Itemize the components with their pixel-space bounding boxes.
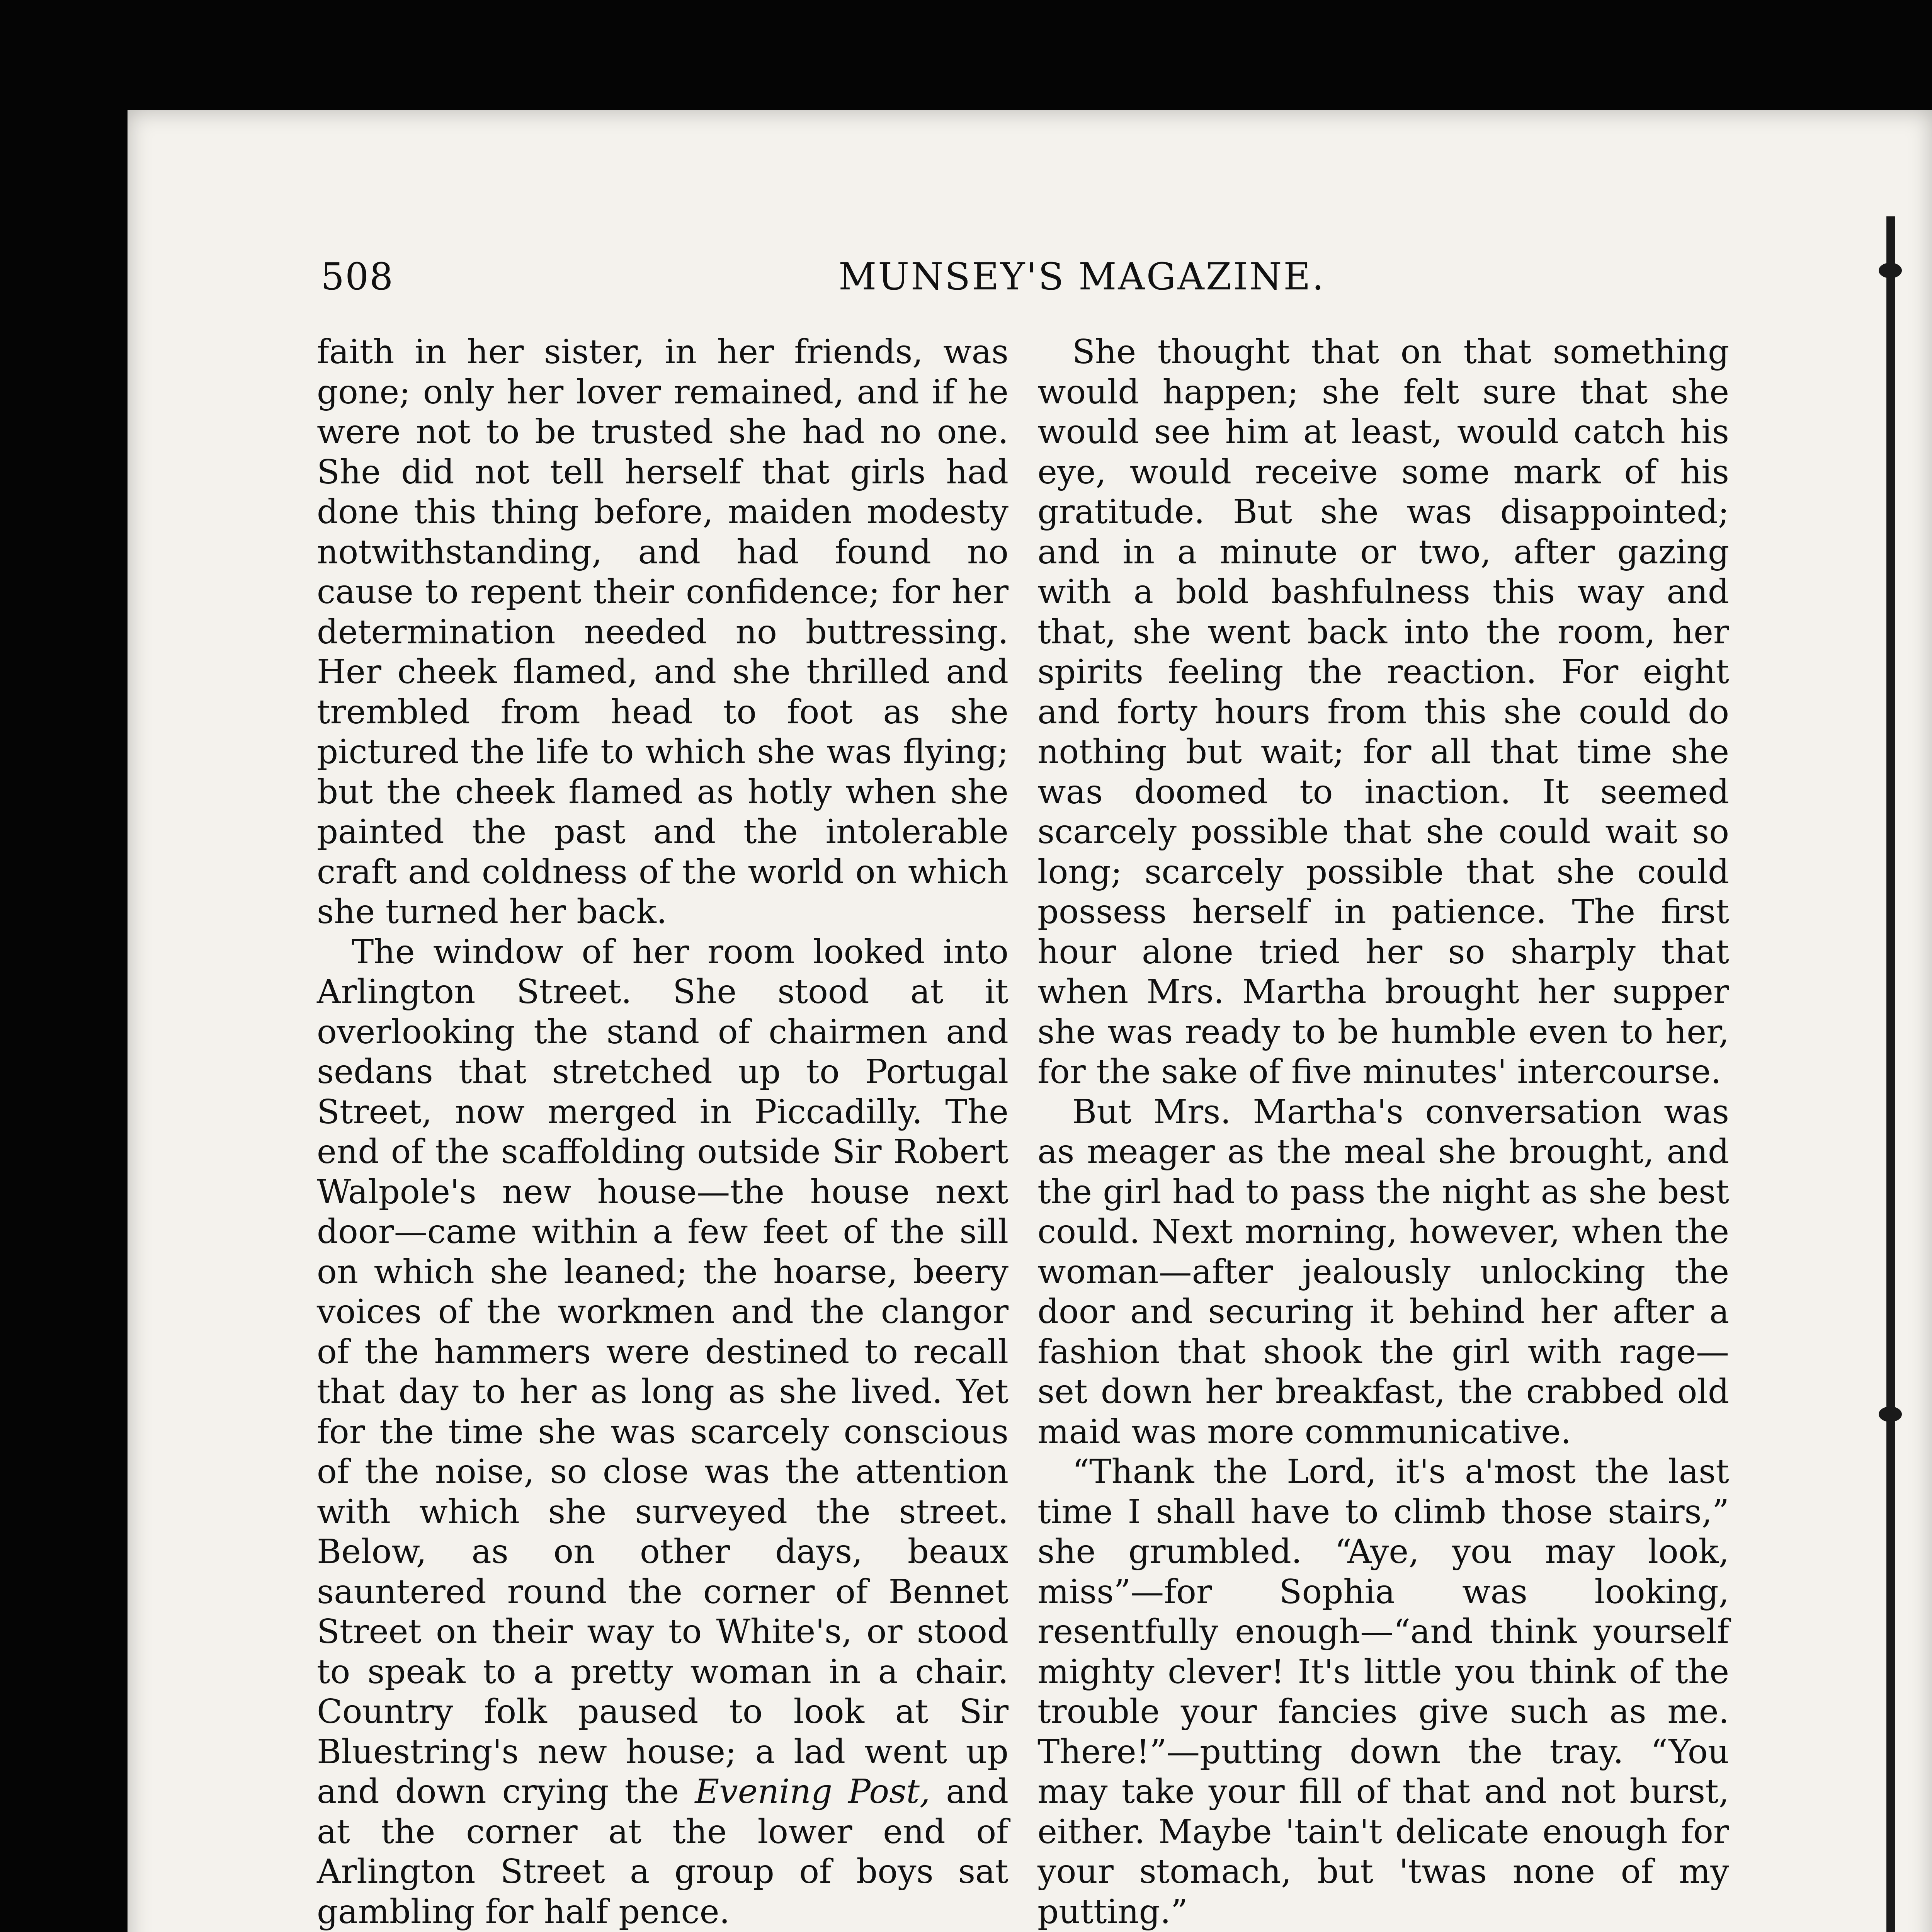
paragraph-text: and at the corner at the lower end of Arlington Street a group of boys sat gambling for half pence. (317, 1772, 1009, 1931)
italic-title: Evening Post, (695, 1772, 930, 1811)
paragraph-text: The window of her room looked into Arlington Street. She stood at it overlooking the stand of chairmen and sedans that stretched up to Portugal Street, now merged in Piccadilly. The end of the scaffolding outside Sir Robert Walpole's new house—the house next door—came within a few feet of the sill on which she leaned; the hoarse, beery voices of the workmen and the clangor of the hammers were destined to recall that day to her as long as she lived. Yet for the time she was scarcely conscious of the noise, so close was the attention with which she surveyed the street. Below, as on other days, beaux sauntered round the corner of Bennet Street on their way to White's, or stood to speak to a pretty woman in a chair. Country folk paused to look at Sir Bluestring's new house; a lad went up and down crying the (317, 932, 1009, 1811)
spine-notch (1879, 1406, 1902, 1422)
paragraph: “Thank the Lord, it's a'most the last time I shall have to climb those stairs,” she grumbled. “Aye, you may look, miss”—for Sophia was looking, resentfully enough—“and think yourself mighty clever! It's little you think of the trouble your fancies give such as me. There!”—putting down the tray. “You may take your fill of that and not burst, either. Maybe 'tain't delicate enough for your stomach, but 'twas none of my putting.” (1037, 1452, 1729, 1931)
page-number: 508 (321, 255, 394, 298)
running-title: MUNSEY'S MAGAZINE. (838, 255, 1325, 298)
left-column (317, 332, 1009, 1932)
paragraph: She thought that on that something would happen; she felt sure that she would see him at least, would catch his eye, would receive some mark of his gratitude. But she was disappointed; and in a minute or two, after gazing with a bold bashfulness this way and that, she went back into the room, her spirits feeling the reaction. For eight and forty hours from this she could do nothing but wait; for all that time she was doomed to inaction. It seemed scarcely possible that she could wait so long; scarcely possible that she could possess herself in patience. The first hour alone tried her so sharply that when Mrs. Martha brought her supper she was ready to be humble even to her, for the sake of five minutes' intercourse. (1037, 333, 1729, 1091)
book-spine-edge (1886, 216, 1895, 1932)
spine-notch (1879, 263, 1902, 278)
page-header (321, 255, 1731, 313)
paragraph: faith in her sister, in her friends, was gone; only her lover remained, and if he were not to be trusted she had no one. She did not tell herself that girls had done this thing before, maiden modesty notwithstanding, and had found no cause to repent their confidence; for her determination needed no buttressing. Her cheek flamed, and she thrilled and trembled from head to foot as she pictured the life to which she was flying; but the cheek flamed as hotly when she painted the past and the intolerable craft and coldness of the world on which she turned her back. (317, 333, 1009, 931)
paragraph (317, 932, 1009, 1932)
paragraph: But Mrs. Martha's conversation was as meager as the meal she brought, and the girl had to pass the night as she best could. Next morning, however, when the woman—after jealously unlocking the door and securing it behind her after a fashion that shook the girl with rage—set down her breakfast, the crabbed old maid was more communicative. (1037, 1092, 1729, 1451)
right-column (1037, 332, 1729, 1932)
